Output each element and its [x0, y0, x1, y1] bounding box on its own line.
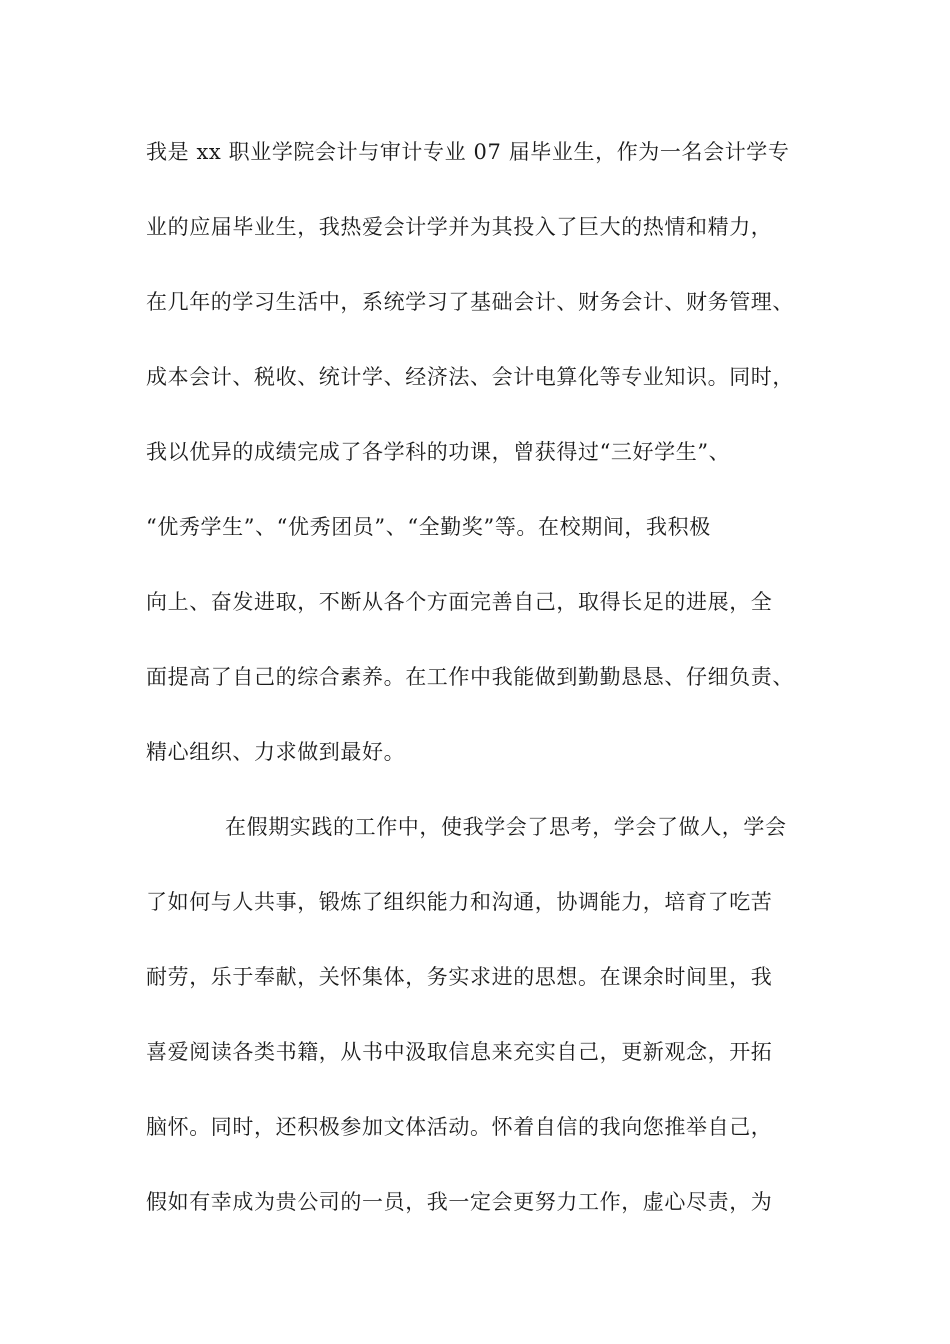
text-line: 我是 xx 职业学院会计与审计专业 07 届毕业生，作为一名会计学专: [146, 140, 790, 164]
paragraph-2: [146, 805, 846, 1255]
text-line: 在几年的学习生活中，系统学习了基础会计、财务会计、财务管理、: [146, 290, 794, 314]
text-line: 成本会计、税收、统计学、经济法、会计电算化等专业知识。同时，: [146, 365, 794, 389]
text-line: 向上、奋发进取，不断从各个方面完善自己，取得长足的进展，全: [146, 590, 773, 614]
text-line: 脑怀。同时，还积极参加文体活动。怀着自信的我向您推举自己，: [146, 1115, 773, 1139]
text-line: 喜爱阅读各类书籍，从书中汲取信息来充实自己，更新观念，开拓: [146, 1040, 773, 1064]
paragraph-1: [146, 130, 846, 805]
text-line: 业的应届毕业生，我热爱会计学并为其投入了巨大的热情和精力，: [146, 215, 773, 239]
text-line: 在假期实践的工作中，使我学会了思考，学会了做人，学会: [225, 815, 787, 839]
document-body: [146, 130, 846, 1255]
text-line: 我以优异的成绩完成了各学科的功课，曾获得过“三好学生”、: [146, 440, 731, 464]
text-line: 面提高了自己的综合素养。在工作中我能做到勤勤恳恳、仔细负责、: [146, 665, 794, 689]
text-line: 假如有幸成为贵公司的一员，我一定会更努力工作，虚心尽责，为: [146, 1190, 773, 1214]
text-line: “优秀学生”、“优秀团员”、“全勤奖”等。在校期间，我积极: [146, 515, 711, 539]
text-line: 了如何与人共事，锻炼了组织能力和沟通，协调能力，培育了吃苦: [146, 890, 773, 914]
text-line: 精心组织、力求做到最好。: [146, 740, 406, 764]
text-line: 耐劳，乐于奉献，关怀集体，务实求进的思想。在课余时间里，我: [146, 965, 773, 989]
